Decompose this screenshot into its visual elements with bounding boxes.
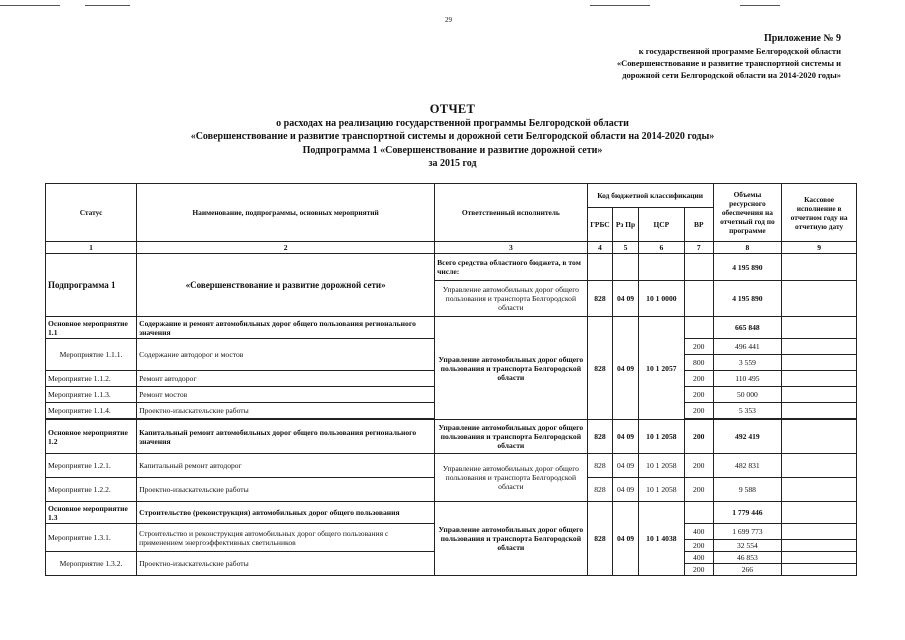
report-line: за 2015 год [428, 158, 477, 169]
vr-cell: 200 [684, 420, 713, 454]
om-name: Содержание и ремонт автомобильных дорог общего пользования регионального значения [137, 317, 435, 339]
rz-cell: 04 09 [613, 317, 639, 420]
value-cell: 665 848 [713, 317, 782, 339]
col-number: 1 [46, 242, 137, 254]
m-name: Ремонт мостов [137, 387, 435, 403]
header-executor: Ответственный исполнитель [435, 184, 588, 242]
value-cell: 9 588 [713, 478, 782, 502]
vr-cell: 400 [684, 524, 713, 540]
om-status: Основное мероприятие 1.2 [46, 420, 137, 454]
col-number: 2 [137, 242, 435, 254]
rz-cell: 04 09 [613, 478, 639, 502]
executor-cell: Управление автомобильных дорог общего пользования и транспорта Белгородской области [435, 281, 588, 317]
rz-cell: 04 09 [613, 502, 639, 576]
total-label: Всего средства областного бюджета, в том числе: [435, 254, 588, 281]
m-status: Мероприятие 1.1.4. [46, 403, 137, 419]
m-status: Мероприятие 1.3.1. [46, 524, 137, 552]
csr-cell: 10 1 4038 [638, 502, 684, 576]
col-number: 9 [782, 242, 857, 254]
grbs-cell: 828 [587, 502, 613, 576]
m-name: Строительство и реконструкция автомобильных дорог общего пользования с применением энергоэффективных светильников [137, 524, 435, 552]
m-name: Проектно-изыскательские работы [137, 478, 435, 502]
csr-cell: 10 1 2058 [638, 454, 684, 478]
scan-artifact-line [85, 5, 130, 6]
col-number: 7 [684, 242, 713, 254]
subprogram-status: Подпрограмма 1 [46, 254, 137, 317]
value-cell: 496 441 [713, 339, 782, 355]
om-name: Капитальный ремонт автомобильных дорог общего пользования регионального значения [137, 420, 435, 454]
csr-cell: 10 1 2058 [638, 478, 684, 502]
csr-cell: 10 1 2058 [638, 420, 684, 454]
value-cell: 110 495 [713, 371, 782, 387]
header-grbs: ГРБС [587, 208, 613, 242]
grbs-cell: 828 [587, 478, 613, 502]
subprogram-name: «Совершенствование и развитие дорожной сети» [137, 254, 435, 317]
csr-cell: 10 1 2057 [638, 317, 684, 420]
grbs-cell: 828 [587, 420, 613, 454]
vr-cell: 200 [684, 387, 713, 403]
m-name: Проектно-изыскательские работы [137, 403, 435, 419]
value-cell: 266 [713, 564, 782, 576]
vr-cell: 200 [684, 454, 713, 478]
header-csr: ЦСР [638, 208, 684, 242]
report-heading [0, 103, 905, 171]
m-status: Мероприятие 1.3.2. [46, 552, 137, 576]
m-status: Мероприятие 1.2.1. [46, 454, 137, 478]
table-row [46, 317, 857, 339]
m-name: Капитальный ремонт автодорог [137, 454, 435, 478]
header-name: Наименование, подпрограммы, основных мероприятий [137, 184, 435, 242]
col-number: 8 [713, 242, 782, 254]
header-vr: ВР [684, 208, 713, 242]
m-name: Ремонт автодорог [137, 371, 435, 387]
value-cell: 32 554 [713, 540, 782, 552]
appendix-line: дорожной сети Белгородской области на 2014-2020 годы» [622, 70, 841, 80]
table-row [46, 502, 857, 524]
col-number: 5 [613, 242, 639, 254]
m-status: Мероприятие 1.1.2. [46, 371, 137, 387]
vr-cell: 400 [684, 552, 713, 564]
report-line: «Совершенствование и развитие транспортной системы и дорожной сети Белгородской области на 2014-2020 годы» [190, 131, 715, 142]
m-status: Мероприятие 1.2.2. [46, 478, 137, 502]
scan-artifact-line [590, 5, 650, 6]
report-line: о расходах на реализацию государственной программы Белгородской области [276, 117, 629, 129]
table-row [46, 420, 857, 454]
vr-cell: 200 [684, 478, 713, 502]
total-value: 4 195 890 [713, 254, 782, 281]
vr-cell: 200 [684, 403, 713, 419]
scan-artifact-line [0, 5, 60, 6]
vr-cell: 200 [684, 339, 713, 355]
vr-cell: 200 [684, 540, 713, 552]
scan-artifact-line [740, 5, 780, 6]
grbs-cell: 828 [587, 317, 613, 420]
header-budget-code: Код бюджетной классификации [587, 184, 713, 208]
executor-cell: Управление автомобильных дорог общего пользования и транспорта Белгородской области [435, 502, 588, 576]
report-title: ОТЧЕТ [429, 102, 476, 116]
col-number: 3 [435, 242, 588, 254]
header-status: Статус [46, 184, 137, 242]
rz-cell: 04 09 [613, 454, 639, 478]
value-cell: 50 000 [713, 387, 782, 403]
rz-cell: 04 09 [613, 420, 639, 454]
value-cell: 1 779 446 [713, 502, 782, 524]
csr-cell: 10 1 0000 [638, 281, 684, 317]
rz-cell: 04 09 [613, 281, 639, 317]
table-row [46, 454, 857, 478]
executor-cell: Управление автомобильных дорог общего пользования и транспорта Белгородской области [435, 420, 588, 454]
value-cell: 4 195 890 [713, 281, 782, 317]
expense-report-table [45, 183, 857, 576]
m-status: Мероприятие 1.1.1. [46, 339, 137, 371]
value-cell: 492 419 [713, 420, 782, 454]
vr-cell: 800 [684, 355, 713, 371]
vr-cell: 200 [684, 371, 713, 387]
page-number: 29 [445, 16, 452, 24]
appendix-line: к государственной программе Белгородской области [638, 46, 841, 56]
appendix-block [521, 33, 841, 81]
value-cell: 46 853 [713, 552, 782, 564]
header-cash: Кассовое исполнение в отчетном году на отчетную дату [782, 184, 857, 242]
value-cell: 1 699 773 [713, 524, 782, 540]
executor-cell: Управление автомобильных дорог общего пользования и транспорта Белгородской области [435, 317, 588, 420]
value-cell: 3 559 [713, 355, 782, 371]
appendix-line: «Совершенствование и развитие транспортной системы и [616, 58, 841, 68]
om-name: Строительство (реконструкция) автомобильных дорог общего пользования [137, 502, 435, 524]
om-status: Основное мероприятие 1.3 [46, 502, 137, 524]
om-status: Основное мероприятие 1.1 [46, 317, 137, 339]
report-line: Подпрограмма 1 «Совершенствование и развитие дорожной сети» [302, 144, 603, 156]
appendix-title: Приложение № 9 [763, 33, 841, 44]
grbs-cell: 828 [587, 281, 613, 317]
table-row [46, 254, 857, 281]
header-rz: Рз Пр [613, 208, 639, 242]
m-name: Проектно-изыскательские работы [137, 552, 435, 576]
m-status: Мероприятие 1.1.3. [46, 387, 137, 403]
col-number: 6 [638, 242, 684, 254]
grbs-cell: 828 [587, 454, 613, 478]
m-name: Содержание автодорог и мостов [137, 339, 435, 371]
value-cell: 482 831 [713, 454, 782, 478]
vr-cell: 200 [684, 564, 713, 576]
value-cell: 5 353 [713, 403, 782, 419]
header-volume: Объемы ресурсного обеспечения на отчетный год по программе [713, 184, 782, 242]
col-number: 4 [587, 242, 613, 254]
executor-cell: Управление автомобильных дорог общего пользования и транспорта Белгородской области [435, 454, 588, 502]
